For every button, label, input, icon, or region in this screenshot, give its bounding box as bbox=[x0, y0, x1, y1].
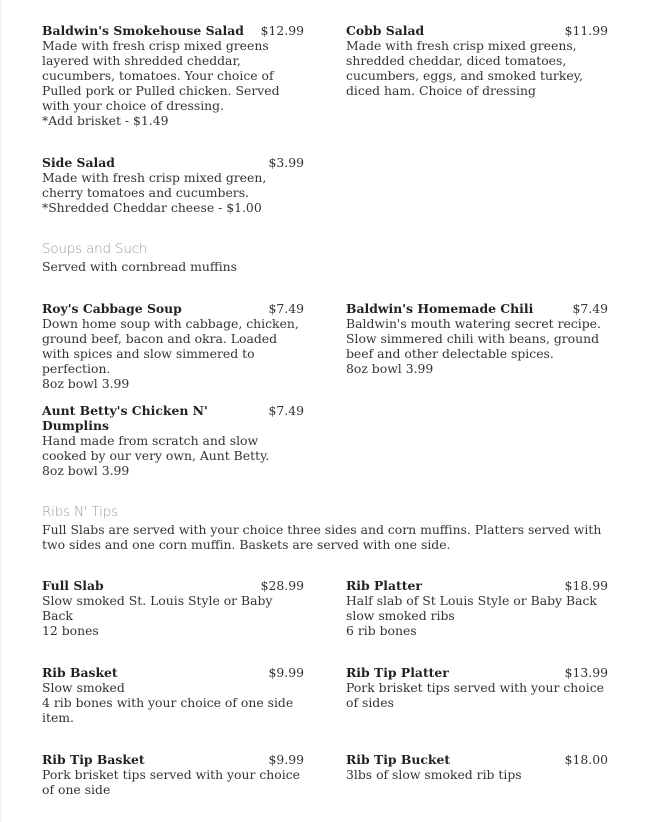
item-price: $18.00 bbox=[564, 752, 608, 767]
item-name: Aunt Betty's Chicken N' Dumplins bbox=[42, 403, 208, 433]
item-price: $9.99 bbox=[268, 752, 304, 767]
item-name: Baldwin's Smokehouse Salad bbox=[42, 23, 244, 38]
item-name: Full Slab bbox=[42, 578, 104, 593]
item-description: Hand made from scratch and slow cooked by our very own, Aunt Betty. 8oz bowl 3.99 bbox=[42, 433, 270, 478]
item-price: $18.99 bbox=[564, 578, 608, 593]
menu-item-rib-tip-platter bbox=[346, 665, 608, 710]
item-name: Rib Tip Bucket bbox=[346, 752, 451, 767]
item-price: $9.99 bbox=[268, 665, 304, 680]
item-price: $7.49 bbox=[268, 301, 304, 316]
item-description: 3lbs of slow smoked rib tips bbox=[346, 767, 522, 782]
item-description: Pork brisket tips served with your choice of one side bbox=[42, 767, 300, 797]
item-name: Baldwin's Homemade Chili bbox=[346, 301, 534, 316]
item-description: Made with fresh crisp mixed greens, shredded cheddar, diced tomatoes, cucumbers, eggs, and smoked turkey, diced ham. Choice of dressing bbox=[346, 38, 583, 98]
item-name: Rib Basket bbox=[42, 665, 118, 680]
menu-item-full-slab bbox=[42, 578, 304, 638]
menu-item-smokehouse-salad bbox=[42, 23, 304, 128]
item-name: Rib Tip Basket bbox=[42, 752, 145, 767]
item-name: Cobb Salad bbox=[346, 23, 425, 38]
item-price: $7.49 bbox=[268, 403, 304, 418]
item-price: $3.99 bbox=[268, 155, 304, 170]
item-description: Pork brisket tips served with your choice of sides bbox=[346, 680, 604, 710]
menu-item-homemade-chili bbox=[346, 301, 608, 376]
section-title-ribs: Ribs N' Tips bbox=[42, 504, 118, 520]
item-name: Rib Platter bbox=[346, 578, 422, 593]
section-note-soups: Served with cornbread muffins bbox=[42, 259, 237, 274]
section-title-soups: Soups and Such bbox=[42, 241, 148, 257]
item-description: Made with fresh crisp mixed greens layered with shredded cheddar, cucumbers, tomatoes. Your choice of Pulled pork or Pulled chicken. Served with your choice of dressing. *Add brisket - $1.49 bbox=[42, 38, 280, 128]
item-description: Slow smoked 4 rib bones with your choice of one side item. bbox=[42, 680, 294, 725]
item-description: Made with fresh crisp mixed green, cherry tomatoes and cucumbers. *Shredded Cheddar cheese - $1.00 bbox=[42, 170, 267, 215]
menu-item-cobb-salad bbox=[346, 23, 608, 98]
page-edge bbox=[0, 0, 1, 822]
item-price: $11.99 bbox=[564, 23, 608, 38]
item-description: Slow smoked St. Louis Style or Baby Back 12 bones bbox=[42, 593, 273, 638]
item-price: $7.49 bbox=[572, 301, 608, 316]
item-name: Side Salad bbox=[42, 155, 115, 170]
menu-item-cabbage-soup bbox=[42, 301, 304, 391]
section-note-ribs: Full Slabs are served with your choice three sides and corn muffins. Platters served with two sides and one corn muffin. Baskets are served with one side. bbox=[42, 522, 602, 552]
item-name: Rib Tip Platter bbox=[346, 665, 449, 680]
item-description: Baldwin's mouth watering secret recipe. Slow simmered chili with beans, ground beef and other delectable spices. 8oz bowl 3.99 bbox=[346, 316, 601, 376]
item-price: $12.99 bbox=[260, 23, 304, 38]
item-description: Half slab of St Louis Style or Baby Back slow smoked ribs 6 rib bones bbox=[346, 593, 597, 638]
menu-item-chicken-dumplins bbox=[42, 403, 304, 478]
item-price: $13.99 bbox=[564, 665, 608, 680]
item-description: Down home soup with cabbage, chicken, ground beef, bacon and okra. Loaded with spices and slow simmered to perfection. 8oz bowl 3.99 bbox=[42, 316, 299, 391]
menu-item-side-salad bbox=[42, 155, 304, 215]
item-price: $28.99 bbox=[260, 578, 304, 593]
menu-item-rib-tip-basket bbox=[42, 752, 304, 797]
menu-item-rib-basket bbox=[42, 665, 304, 725]
item-name: Roy's Cabbage Soup bbox=[42, 301, 182, 316]
menu-item-rib-tip-bucket bbox=[346, 752, 608, 782]
menu-item-rib-platter bbox=[346, 578, 608, 638]
